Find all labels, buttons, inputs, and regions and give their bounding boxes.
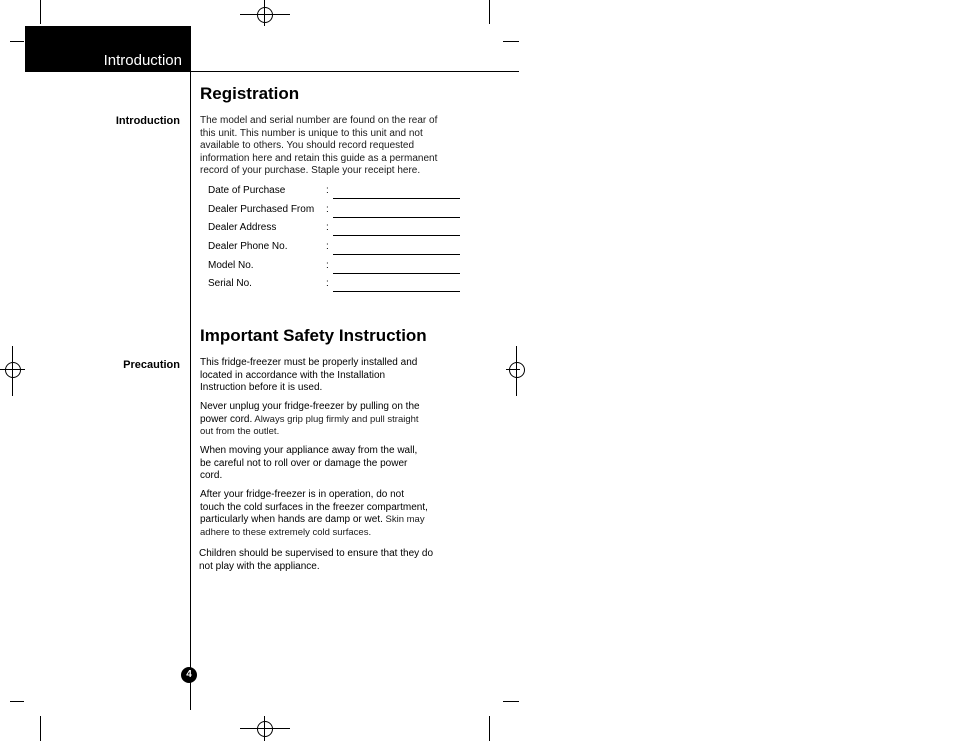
- registration-target-icon: [509, 362, 525, 378]
- form-label: Date of Purchase: [208, 185, 286, 196]
- form-colon: :: [326, 278, 329, 289]
- form-blank-line[interactable]: [333, 235, 460, 236]
- text-line: adhere to these extremely cold surfaces.: [200, 526, 372, 538]
- text-line: Instruction before it is used.: [200, 382, 323, 394]
- safety-paragraph-3: [200, 445, 460, 483]
- text-span: Skin may: [382, 514, 425, 526]
- text-line: After your fridge-freezer is in operation, do not: [200, 489, 404, 500]
- registration-target-icon: [257, 7, 273, 23]
- form-row-dealer-phone: [208, 241, 460, 259]
- form-colon: :: [326, 241, 329, 252]
- text-span: Always grip plug firmly and pull straight: [252, 413, 419, 425]
- registration-crosshair: [506, 369, 520, 370]
- safety-paragraph-1: [200, 357, 460, 395]
- form-colon: :: [326, 222, 329, 233]
- text-line: Children should be supervised to ensure that they do: [199, 548, 434, 559]
- text-span: power cord.: [200, 413, 253, 425]
- form-label: Dealer Purchased From: [208, 204, 315, 215]
- form-colon: :: [326, 204, 329, 215]
- crop-mark: [10, 701, 24, 702]
- crop-mark: [40, 0, 41, 24]
- registration-title: Registration: [200, 84, 300, 103]
- text-line: touch the cold surfaces in the freezer compartment,: [200, 501, 428, 513]
- text-line: [200, 514, 460, 527]
- registration-crosshair: [264, 0, 265, 26]
- form-row-dealer-purchased-from: [208, 204, 460, 222]
- form-blank-line[interactable]: [333, 291, 460, 292]
- safety-paragraph-4: [200, 489, 460, 539]
- form-blank-line[interactable]: [333, 273, 460, 274]
- crop-mark: [40, 716, 41, 741]
- form-label: Dealer Address: [208, 222, 277, 233]
- text-line: information here and retain this guide as a permanent: [200, 152, 438, 164]
- text-line: record of your purchase. Staple your receipt here.: [200, 165, 421, 176]
- text-line: cord.: [200, 470, 223, 482]
- text-line: Never unplug your fridge-freezer by pulling on the: [200, 401, 420, 412]
- registration-target-icon: [5, 362, 21, 378]
- crop-mark: [489, 716, 490, 741]
- text-line: not play with the appliance.: [199, 560, 320, 572]
- form-row-dealer-address: [208, 222, 460, 240]
- text-line: available to others. You should record requested: [200, 140, 415, 151]
- form-colon: :: [326, 260, 329, 271]
- text-line: located in accordance with the Installation: [200, 369, 386, 381]
- header-tab-label: Introduction: [103, 52, 182, 69]
- crop-mark: [10, 41, 24, 42]
- form-row-model-no: [208, 260, 460, 278]
- registration-target-icon: [257, 721, 273, 737]
- registration-crosshair: [12, 346, 13, 396]
- text-line: [200, 414, 460, 427]
- registration-intro: [200, 115, 460, 178]
- safety-paragraph-5: [199, 548, 469, 573]
- text-line: The model and serial number are found on the rear of: [200, 115, 438, 126]
- form-label: Dealer Phone No.: [208, 241, 288, 252]
- crop-mark: [503, 701, 519, 702]
- registration-crosshair: [264, 716, 265, 741]
- side-label-precaution: Precaution: [123, 359, 180, 371]
- form-blank-line[interactable]: [333, 217, 460, 218]
- header-rule: [25, 71, 519, 72]
- text-line: this unit. This number is unique to this unit and not: [200, 127, 423, 139]
- form-colon: :: [326, 185, 329, 196]
- registration-crosshair: [240, 14, 290, 15]
- form-row-serial-no: [208, 278, 460, 296]
- side-rule: [190, 72, 191, 710]
- form-blank-line[interactable]: [333, 254, 460, 255]
- registration-crosshair: [240, 728, 290, 729]
- safety-paragraph-2: [200, 401, 460, 439]
- side-label-introduction: Introduction: [115, 115, 180, 127]
- form-blank-line[interactable]: [333, 198, 460, 199]
- crop-mark: [503, 41, 519, 42]
- text-span: particularly when hands are damp or wet.: [200, 514, 383, 526]
- text-line: be careful not to roll over or damage the power: [200, 457, 408, 469]
- form-row-date-of-purchase: [208, 185, 460, 203]
- text-line: out from the outlet.: [200, 426, 280, 438]
- form-label: Model No.: [208, 260, 254, 271]
- registration-crosshair: [516, 346, 517, 396]
- safety-title: Important Safety Instruction: [200, 326, 427, 345]
- text-line: This fridge-freezer must be properly installed and: [200, 357, 418, 368]
- page-number-badge: 4: [181, 667, 197, 683]
- crop-mark: [489, 0, 490, 24]
- text-line: When moving your appliance away from the wall,: [200, 445, 418, 456]
- form-label: Serial No.: [208, 278, 252, 289]
